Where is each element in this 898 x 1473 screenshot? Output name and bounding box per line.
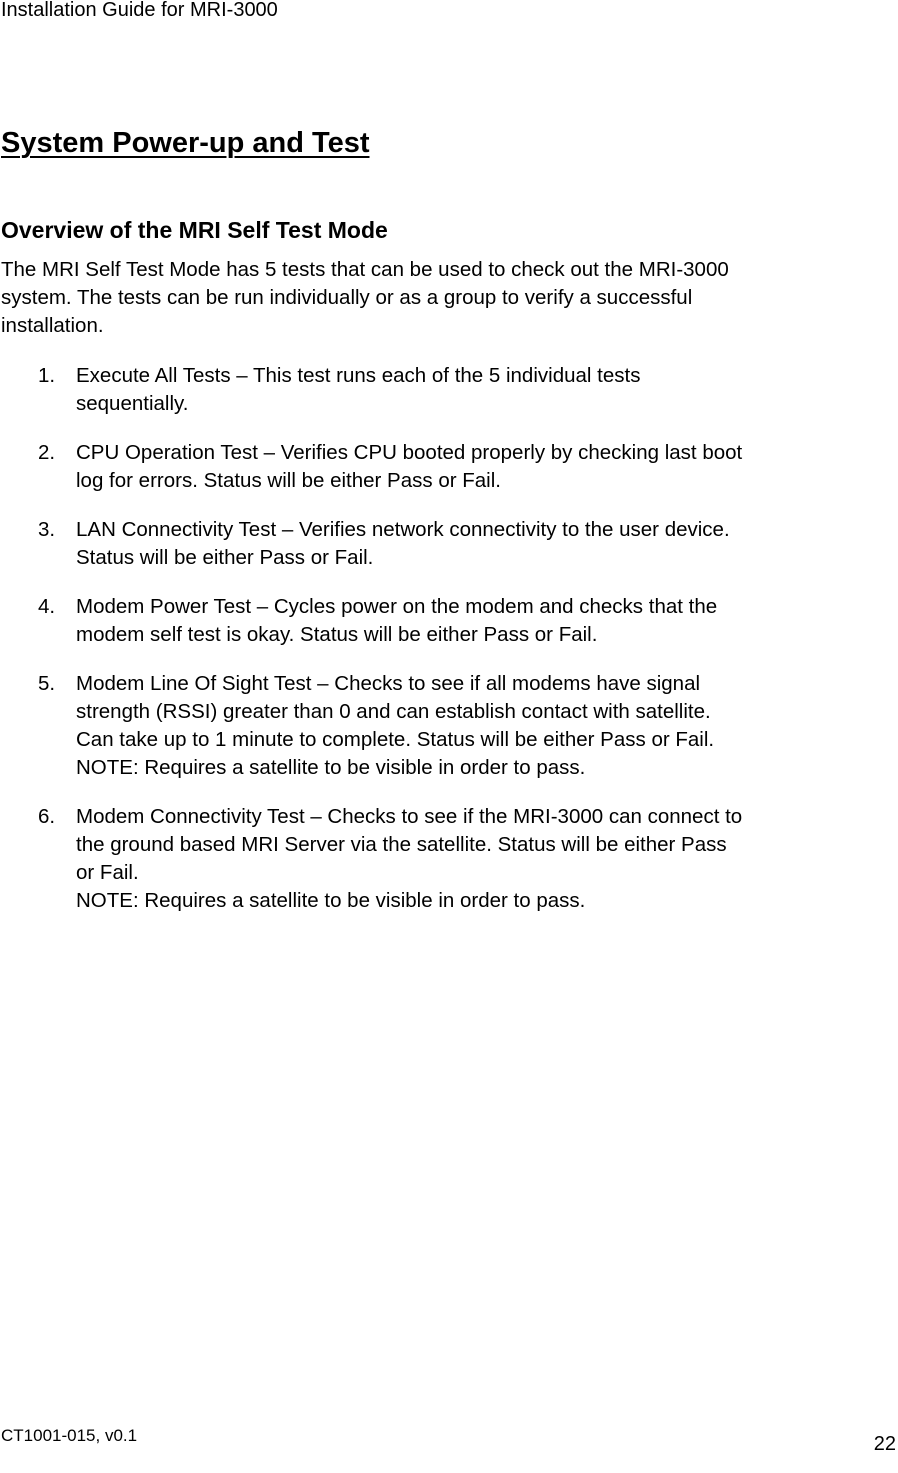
test-line: Status will be either Pass or Fail. [76, 546, 374, 569]
test-line: Execute All Tests – This test runs each of the 5 individual tests [76, 364, 641, 387]
list-number: 3. [38, 518, 56, 541]
list-number: 1. [38, 364, 56, 387]
test-line: Modem Connectivity Test – Checks to see if the MRI-3000 can connect to [76, 805, 743, 828]
page-number: 22 [873, 1433, 896, 1455]
test-item-modem-power [1, 593, 897, 649]
test-line: CPU Operation Test – Verifies CPU booted properly by checking last boot [76, 441, 743, 464]
section-title: System Power-up and Test [1, 127, 370, 159]
intro-line: The MRI Self Test Mode has 5 tests that can be used to check out the MRI-3000 [1, 258, 729, 281]
test-item-modem-line-of-sight [1, 670, 897, 782]
intro-line: system. The tests can be run individually or as a group to verify a successful [1, 286, 693, 309]
intro-paragraph [1, 256, 897, 340]
test-line: modem self test is okay. Status will be either Pass or Fail. [76, 623, 598, 646]
test-note: NOTE: Requires a satellite to be visible in order to pass. [76, 756, 586, 779]
list-number: 5. [38, 672, 56, 695]
test-line: Can take up to 1 minute to complete. Status will be either Pass or Fail. [76, 728, 715, 751]
test-note: NOTE: Requires a satellite to be visible in order to pass. [76, 889, 586, 912]
test-line: strength (RSSI) greater than 0 and can establish contact with satellite. [76, 700, 711, 723]
test-line: LAN Connectivity Test – Verifies network connectivity to the user device. [76, 518, 730, 541]
list-number: 4. [38, 595, 56, 618]
test-line: or Fail. [76, 861, 139, 884]
list-number: 2. [38, 441, 56, 464]
subsection-title: Overview of the MRI Self Test Mode [1, 217, 388, 243]
test-item-cpu-operation [1, 439, 897, 495]
test-line: log for errors. Status will be either Pass or Fail. [76, 469, 501, 492]
list-number: 6. [38, 805, 56, 828]
test-item-execute-all [1, 362, 897, 418]
test-list [1, 362, 897, 936]
intro-line: installation. [1, 314, 104, 337]
test-item-lan-connectivity [1, 516, 897, 572]
test-line: Modem Power Test – Cycles power on the modem and checks that the [76, 595, 718, 618]
test-line: sequentially. [76, 392, 189, 415]
test-item-modem-connectivity [1, 803, 897, 915]
running-header: Installation Guide for MRI-3000 [1, 0, 278, 21]
test-line: Modem Line Of Sight Test – Checks to see if all modems have signal [76, 672, 701, 695]
test-line: the ground based MRI Server via the satellite. Status will be either Pass [76, 833, 727, 856]
document-id: CT1001-015, v0.1 [1, 1426, 138, 1445]
